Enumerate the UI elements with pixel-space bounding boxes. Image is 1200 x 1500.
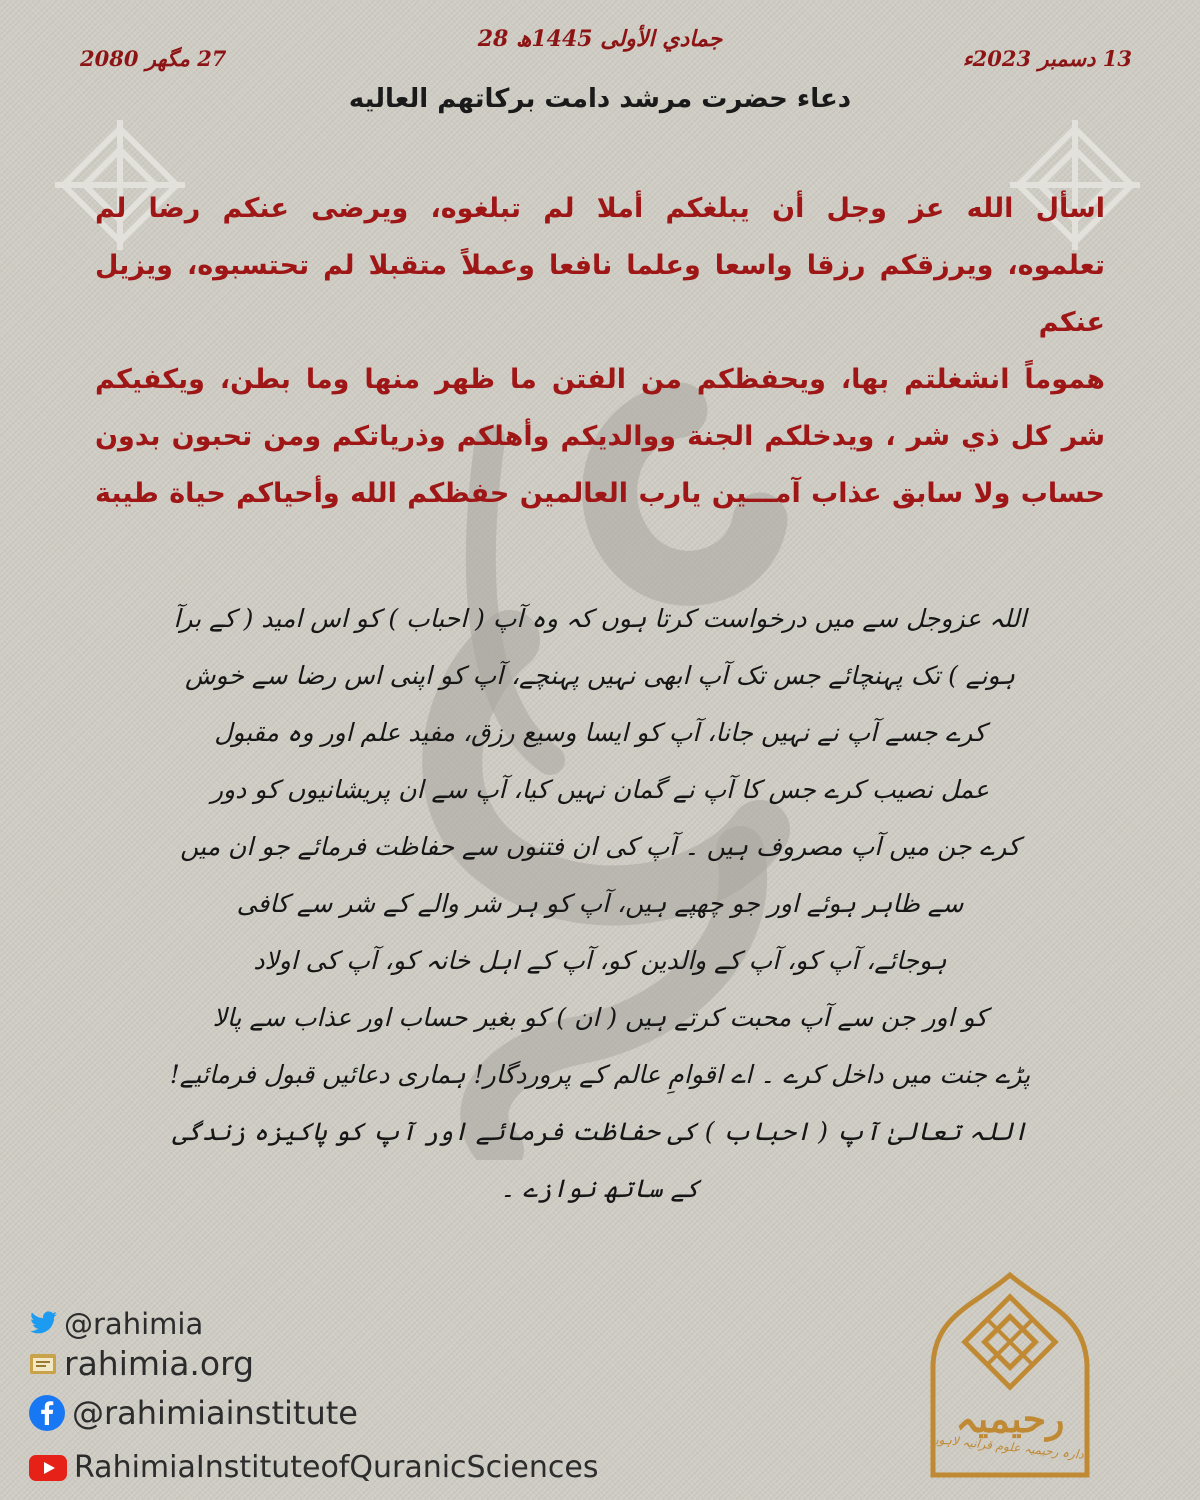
- twitter-link[interactable]: [28, 1307, 203, 1341]
- facebook-handle: @rahimiainstitute: [72, 1394, 358, 1432]
- facebook-link[interactable]: [28, 1394, 358, 1432]
- urdu-line: کرے جسے آپ نے نہیں جانا، آپ کو ایسا وسیع رزق، مفید علم اور وہ مقبول: [214, 718, 986, 747]
- urdu-line: اللہ تعالیٰ آپ ( احباب ) کی حفاظت فرمائے اور آپ کو پاکیزہ زندگی کے ساتھ نوازے ۔: [172, 1117, 1028, 1203]
- urdu-line: اللہ عزوجل سے میں درخواست کرتا ہوں کہ وہ آپ ( احباب ) کو اس امید ( کے برآ: [173, 604, 1027, 633]
- web-icon: [28, 1351, 58, 1377]
- youtube-channel: RahimiaInstituteofQuranicSciences: [74, 1450, 599, 1485]
- urdu-line: کرے جن میں آپ مصروف ہیں ۔ آپ کی ان فتنوں سے حفاظت فرمائے جو ان میں: [180, 832, 1020, 861]
- youtube-icon: [28, 1454, 68, 1482]
- arabic-dua: [95, 180, 1105, 522]
- bikrami-date: 27 مگھر 2080: [80, 46, 227, 71]
- youtube-link[interactable]: [28, 1450, 598, 1485]
- arabic-line: شر كل ذي شر ، ويدخلكم الجنة ووالديكم وأهلكم وذرياتكم ومن تحبون بدون: [95, 421, 1105, 452]
- urdu-line: ہوجائے، آپ کو، آپ کے والدین کو، آپ کے اہل خانہ کو، آپ کی اولاد: [253, 946, 947, 975]
- hijri-date: 28 جمادي الأولى 1445ھ: [477, 26, 723, 52]
- website-url: rahimia.org: [64, 1344, 255, 1383]
- arabic-line: اسأل الله عز وجل أن يبلغكم أملا لم تبلغوه، ويرضى عنكم رضا لم: [95, 193, 1105, 224]
- twitter-handle: @rahimia: [64, 1307, 204, 1341]
- logo-subtitle: ادارہ رحیمیہ علوم قرآنیہ لاہور: [932, 1431, 1088, 1463]
- website-link[interactable]: [28, 1344, 254, 1383]
- twitter-icon: [28, 1311, 58, 1337]
- logo-name: رحیمیہ: [955, 1396, 1065, 1441]
- urdu-line: کو اور جن سے آپ محبت کرتے ہیں ( ان ) کو بغیر حساب اور عذاب سے پالا: [212, 1003, 988, 1032]
- urdu-line: ہونے ) تک پہنچائے جس تک آپ ابھی نہیں پہنچے، آپ کو اپنی اس رضا سے خوش: [185, 661, 1015, 690]
- urdu-line: سے ظاہر ہوئے اور جو چھپے ہیں، آپ کو ہر شر والے کے شر سے کافی: [236, 889, 964, 918]
- facebook-icon: [28, 1394, 66, 1432]
- urdu-line: عمل نصیب کرے جس کا آپ نے گمان نہیں کیا، آپ سے ان پریشانیوں کو دور: [210, 775, 990, 804]
- arabic-line: هموماً انشغلتم بها، ويحفظكم من الفتن ما ظهر منها وما بطن، ويكفيكم: [95, 364, 1105, 395]
- urdu-translation: [155, 590, 1045, 1217]
- arabic-line: تعلموه، ويرزقكم رزقا واسعا وعلما نافعا وعملاً متقبلا لم تحتسبوه، ويزيل عنكم: [95, 250, 1105, 338]
- urdu-line: پڑے جنت میں داخل کرے ۔ اے اقوامِ عالم کے پروردگار! ہماری دعائیں قبول فرمائیے!: [169, 1060, 1031, 1089]
- page-title: دعاء حضرت مرشد دامت برکاتهم العاليه: [348, 84, 852, 114]
- arabic-line: حساب ولا سابق عذاب آمـــين يارب العالمين حفظكم الله وأحياكم حياة طيبة: [95, 478, 1105, 509]
- gregorian-date: 13 دسمبر 2023ء: [962, 46, 1132, 71]
